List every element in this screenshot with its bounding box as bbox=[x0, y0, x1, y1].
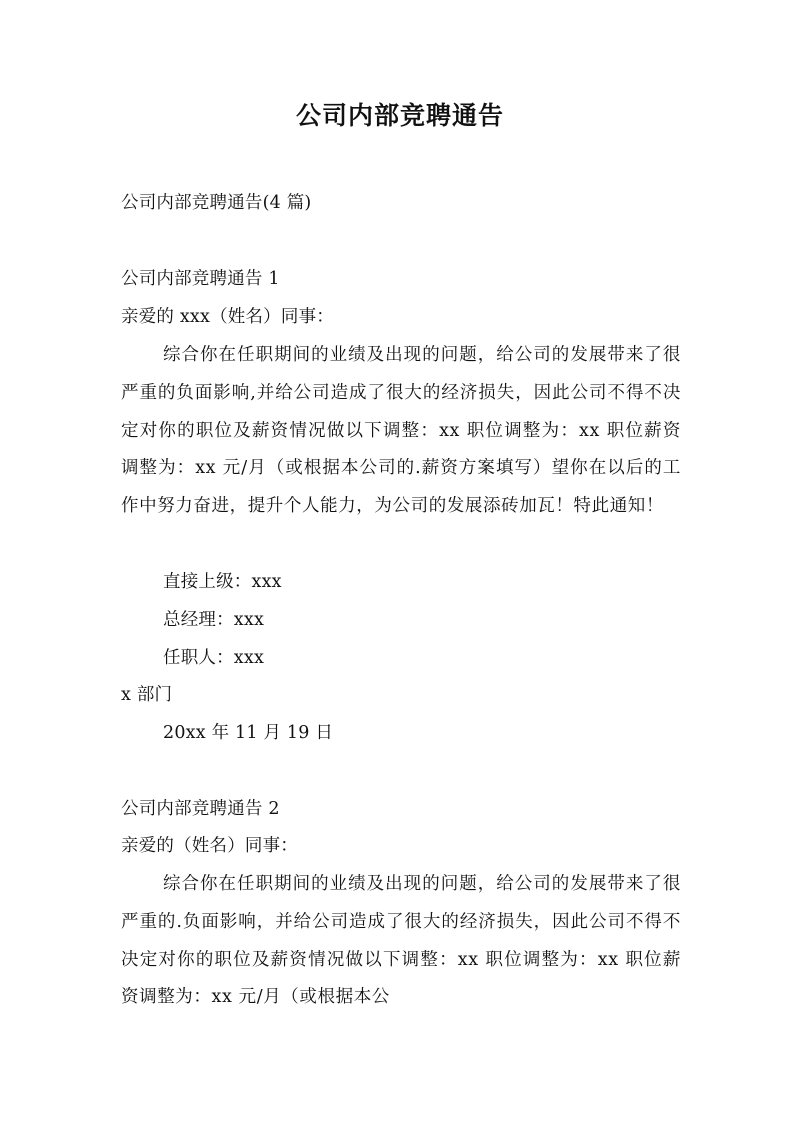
document-title: 公司内部竞聘通告 bbox=[295, 101, 504, 130]
section-1-body: 综合你在任职期间的业绩及出现的问题，给公司的发展带来了很严重的负面影响,并给公司造成了很大的经济损失，因此公司不得不决定对你的职位及薪资情况做以下调整：xx 职位调整为：xx 职位薪资调整为：xx 元/月（或根据本公司的.薪资方案填写）望你在以后的工作中努力奋进，提升个人能力，为公司的发展添砖加瓦！特此通知！ bbox=[121, 345, 681, 517]
section-1-department: x 部门 bbox=[121, 685, 173, 705]
section-1-employee: 任职人：xxx bbox=[163, 648, 265, 668]
section-1-date: 20xx 年 11 月 19 日 bbox=[163, 723, 334, 743]
section-2-greeting: 亲爱的（姓名）同事： bbox=[121, 836, 298, 856]
section-1-heading: 公司内部竞聘通告 1 bbox=[121, 269, 280, 289]
section-1-supervisor: 直接上级：xxx bbox=[163, 572, 282, 592]
section-2-heading: 公司内部竞聘通告 2 bbox=[121, 799, 280, 819]
section-2-body: 综合你在任职期间的业绩及出现的问题，给公司的发展带来了很严重的.负面影响，并给公司造成了很大的经济损失，因此公司不得不决定对你的职位及薪资情况做以下调整：xx 职位调整为：xx 职位薪资调整为：xx 元/月（或根据本公 bbox=[121, 874, 681, 1008]
section-1-greeting: 亲爱的 xxx（姓名）同事： bbox=[121, 307, 334, 327]
document-subtitle: 公司内部竞聘通告(4 篇) bbox=[121, 193, 312, 213]
section-1-manager: 总经理：xxx bbox=[163, 610, 265, 630]
